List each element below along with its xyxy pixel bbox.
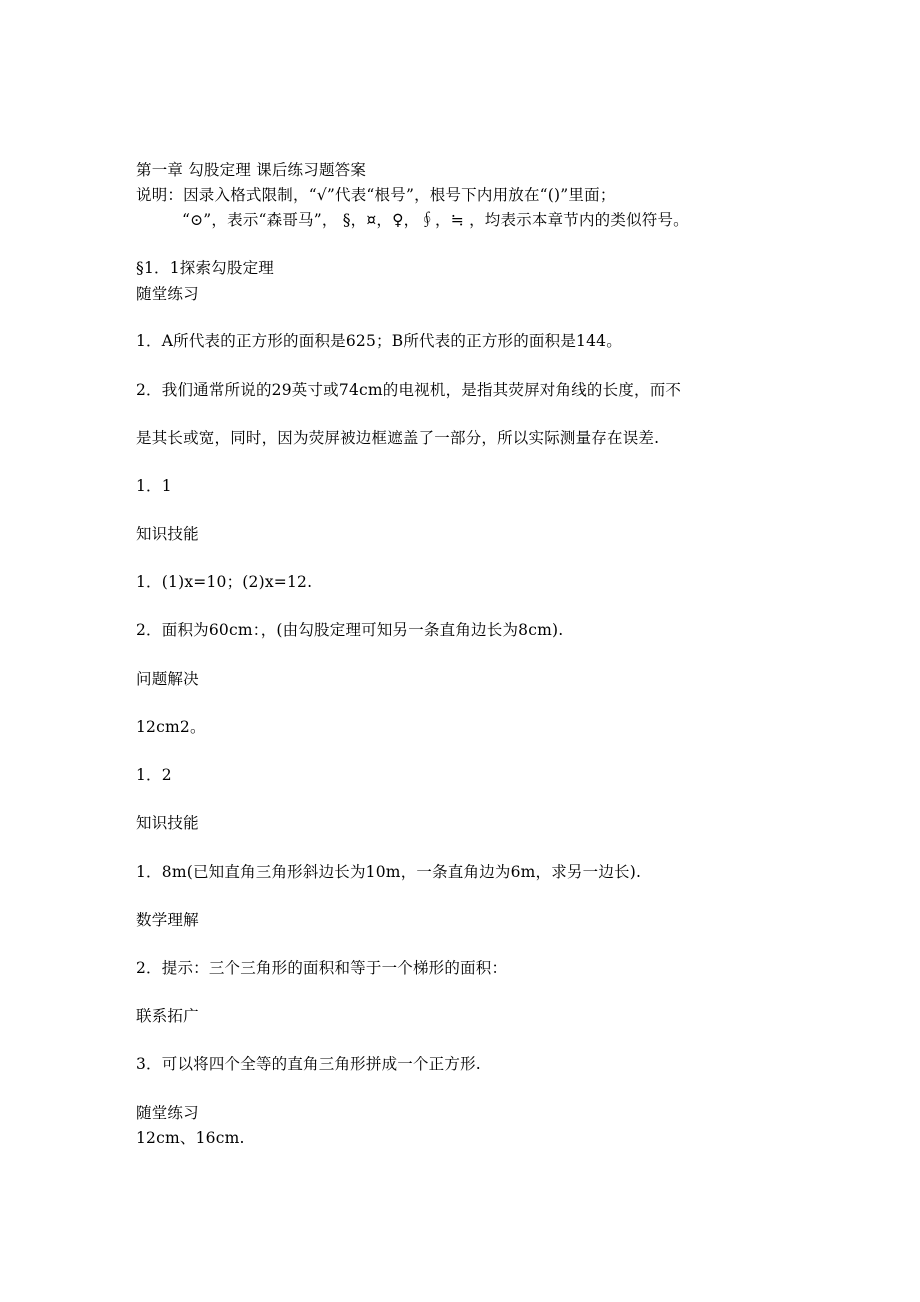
skills-heading-2: 知识技能 [136, 814, 199, 832]
connect-extend-answer: 3．可以将四个全等的直角三角形拼成一个正方形. [136, 1055, 481, 1073]
note-line-1: 说明：因录入格式限制，“√”代表“根号”，根号下内用放在“()”里面； [136, 186, 616, 204]
answer-2-part1: 2．我们通常所说的29英寸或74cm的电视机，是指其荧屏对角线的长度，而不 [136, 381, 682, 399]
class-practice-heading: 随堂练习 [136, 285, 199, 303]
exercise-number-1-2: 1．2 [136, 766, 172, 784]
skills-2-answer-1: 1．8m(已知直角三角形斜边长为10m，一条直角边为6m，求另一边长). [136, 863, 642, 881]
answer-2-part2: 是其长或宽，同时，因为荧屏被边框遮盖了一部分，所以实际测量存在误差. [136, 429, 660, 447]
note-line-2: “⊙”，表示“森哥马”， §，¤，♀，∮，≒ ，均表示本章节内的类似符号。 [182, 211, 689, 229]
skills-1-answer-1: 1．(1)x=10；(2)x=12. [136, 573, 313, 591]
section-heading: §1．1探索勾股定理 [136, 259, 274, 277]
class-practice-answer-2: 12cm、16cm. [136, 1129, 245, 1147]
skills-heading-1: 知识技能 [136, 525, 199, 543]
document-title: 第一章 勾股定理 课后练习题答案 [136, 161, 367, 179]
exercise-number-1-1: 1．1 [136, 477, 172, 495]
problem-solving-answer: 12cm2。 [136, 718, 206, 736]
math-understanding-heading: 数学理解 [136, 911, 199, 929]
answer-1: 1．A所代表的正方形的面积是625；B所代表的正方形的面积是144。 [136, 332, 622, 350]
problem-solving-heading: 问题解决 [136, 670, 199, 688]
skills-1-answer-2: 2．面积为60cm：，(由勾股定理可知另一条直角边长为8cm). [136, 621, 564, 639]
class-practice-heading-2: 随堂练习 [136, 1104, 199, 1122]
math-understanding-answer: 2．提示：三个三角形的面积和等于一个梯形的面积： [136, 959, 508, 977]
connect-extend-heading: 联系拓广 [136, 1007, 199, 1025]
